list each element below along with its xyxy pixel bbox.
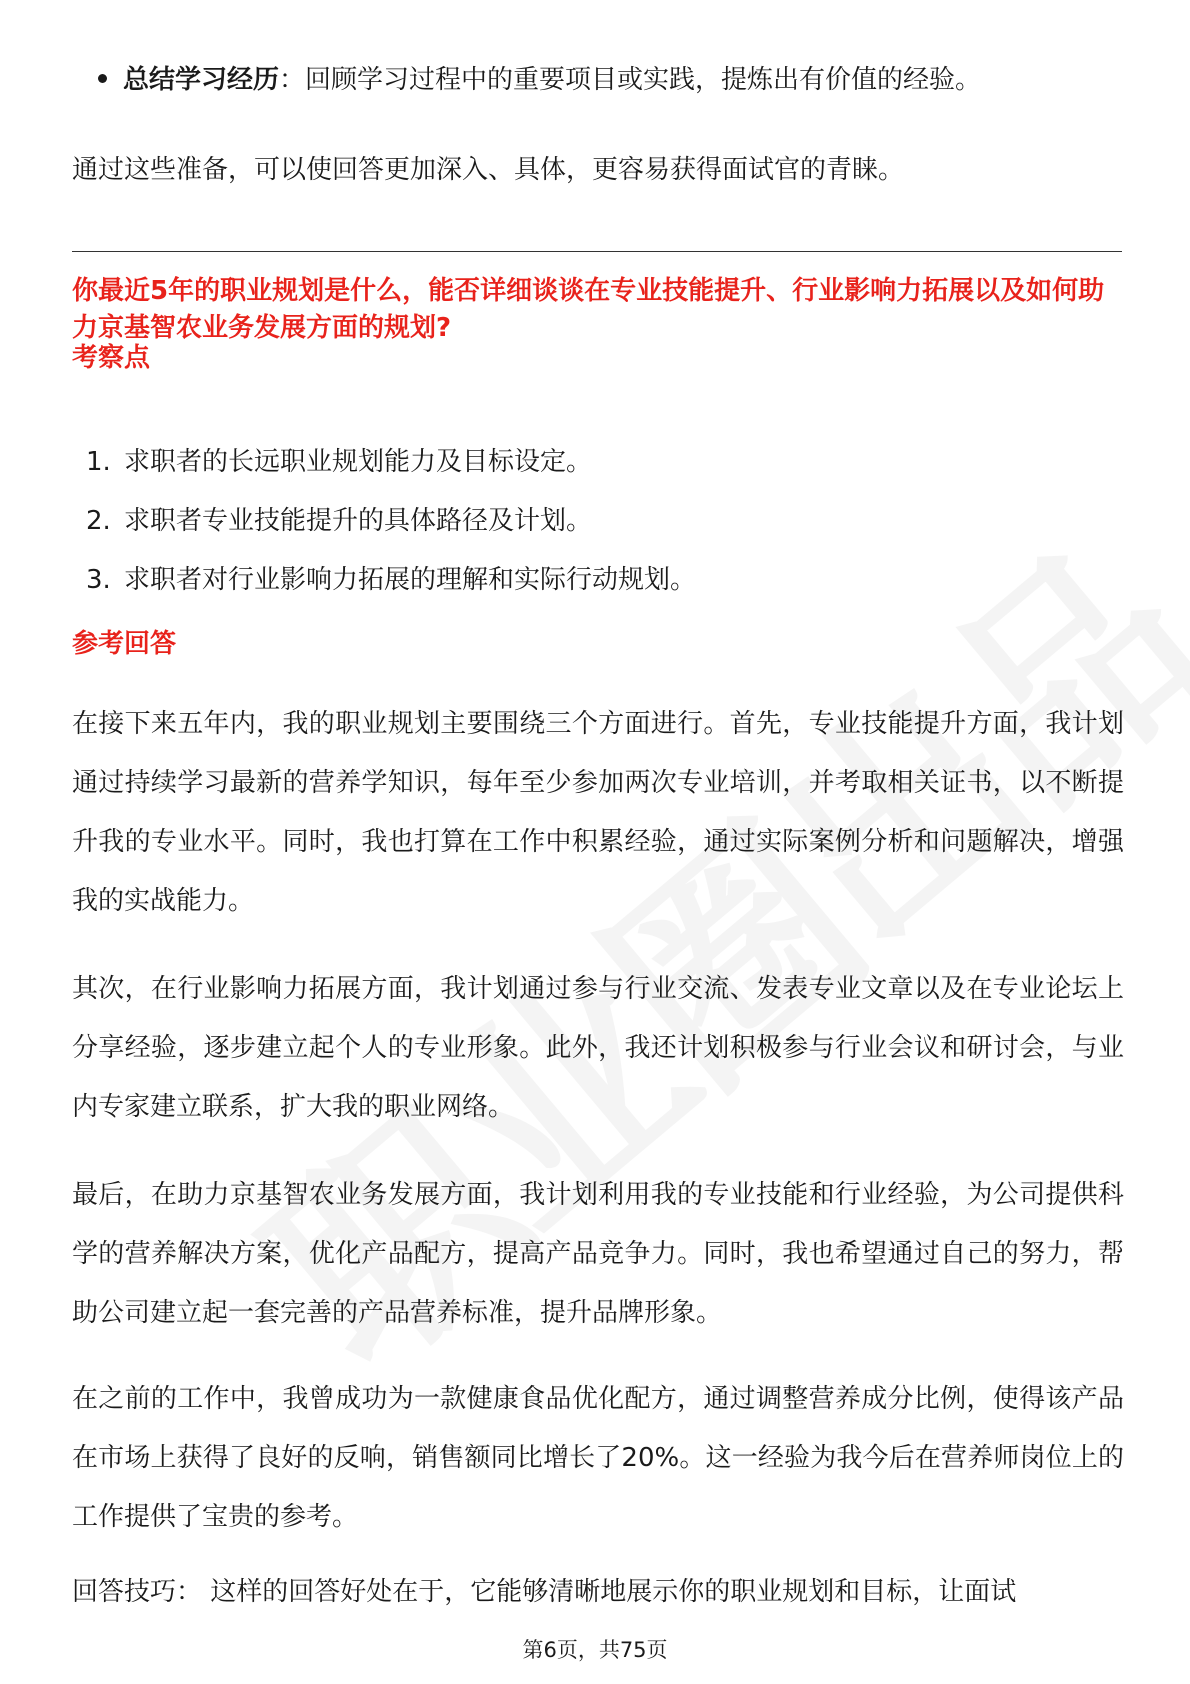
list-number: 2. xyxy=(86,506,111,536)
section-divider xyxy=(72,251,1122,252)
list-item xyxy=(86,560,696,619)
examine-points-title: 考察点 xyxy=(72,343,151,373)
answer-paragraph: 其次，在行业影响力拓展方面，我计划通过参与行业交流、发表专业文章以及在专业论坛上分享经验，逐步建立起个人的专业形象。此外，我还计划积极参与行业会议和研讨会，与业内专家建立联系，扩大我的职业网络。 xyxy=(72,974,1124,1122)
answer-paragraph: 最后，在助力京基智农业务发展方面，我计划利用我的专业技能和行业经验，为公司提供科学的营养解决方案，优化产品配方，提高产品竞争力。同时，我也希望通过自己的努力，帮助公司建立起一套完善的产品营养标准，提升品牌形象。 xyxy=(72,1180,1124,1328)
answer-tip-paragraph: 回答技巧： 这样的回答好处在于，它能够清晰地展示你的职业规划和目标，让面试 xyxy=(72,1577,1017,1607)
bullet-text: ：回顾学习过程中的重要项目或实践，提炼出有价值的经验。 xyxy=(279,65,982,95)
list-number: 1. xyxy=(86,447,111,477)
list-text: 求职者对行业影响力拓展的理解和实际行动规划。 xyxy=(124,565,697,595)
page-footer: 第6页，共75页 xyxy=(522,1638,668,1662)
answer-paragraph: 在接下来五年内，我的职业规划主要围绕三个方面进行。首先，专业技能提升方面，我计划通过持续学习最新的营养学知识，每年至少参加两次专业培训，并考取相关证书，以不断提升我的专业水平。同时，我也打算在工作中积累经验，通过实际案例分析和问题解决，增强我的实战能力。 xyxy=(72,709,1124,916)
question-heading: 你最近5年的职业规划是什么，能否详细谈谈在专业技能提升、行业影响力拓展以及如何助力京基智农业务发展方面的规划? xyxy=(72,276,1105,343)
bullet-item xyxy=(98,60,981,100)
list-text: 求职者专业技能提升的具体路径及计划。 xyxy=(124,506,593,536)
list-number: 3. xyxy=(86,565,111,595)
bullet-term: 总结学习经历 xyxy=(123,65,280,95)
list-item xyxy=(86,442,696,501)
list-item xyxy=(86,501,696,560)
reference-answer-title: 参考回答 xyxy=(72,629,177,659)
summary-paragraph: 通过这些准备，可以使回答更加深入、具体，更容易获得面试官的青睐。 xyxy=(72,155,905,185)
list-text: 求职者的长远职业规划能力及目标设定。 xyxy=(124,447,593,477)
answer-paragraph: 在之前的工作中，我曾成功为一款健康食品优化配方，通过调整营养成分比例，使得该产品在市场上获得了良好的反响，销售额同比增长了20%。这一经验为我今后在营养师岗位上的工作提供了宝贵的参考。 xyxy=(72,1384,1124,1532)
bullet-dot-icon xyxy=(98,74,107,83)
examine-points-list xyxy=(86,442,696,619)
